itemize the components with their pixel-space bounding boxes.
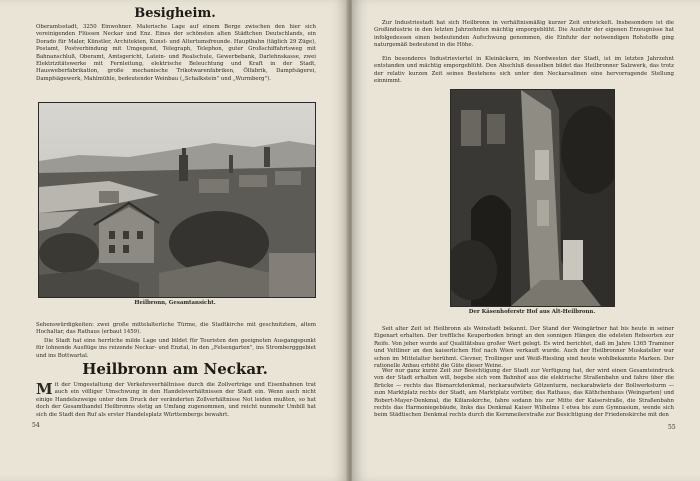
- besigheim-surroundings-text: Die Stadt hat eine herrliche milde Lage und bildet für Touristen den geeigneten Ausgangspunkt für lohnende Ausflüge ins reizende Neckar- und Enztal, in den „Felsengarten", ins Strombergggebiet und ins Bottwartal.: [36, 338, 316, 359]
- courtyard-image: [451, 90, 614, 306]
- industrial-quarter-paragraph: [374, 56, 674, 86]
- heilbronn-section-text: [36, 382, 316, 419]
- besigheim-intro: [36, 24, 316, 83]
- courtyard-caption: Der Käsenhoferstr Hof aus Alt-Heilbronn.: [468, 309, 596, 315]
- besigheim-intro-text: Oberamtsstadt, 3250 Einwohner. Malerische Lage auf einem Berge zwischen den hier sich vereinigenden Flüssen Neckar und Enz. Eines der schönsten alten Städtchen Deutschlands, ein Dorado für Maler, Künstler, Architekten, Kunst- und Altertumsfreunde. Hauptbahn (täglich 29 Züge), Postamt, Postverbindung mit Umgegend, Telegraph, Telephon, guter Großschiffahrtsweg mit Bahnanschluß, Oberamt, Amtsgericht, Latein- und Realschule, Gewerbebank, Darlehnskasse, zwei Elektrizitätswerke mit Fernleitung, elektrische Beleuchtung und Kraft in der Stadt, Hausweberfabrikation, große mechanische Trikotwarenfabriken, Ölfabrik, Dampfsägerei, Dampfsägewerk, Mahlmühle, bedeutender Weinbau („Schalkstein" und „Wurmberg").: [36, 24, 316, 82]
- left-page-number: 54: [32, 422, 40, 429]
- industrial-quarter-text: Ein besonderes Industrieviertel in Kleinäckern, im Nordwesten der Stadt, ist im letzten Jahrzehnt entstanden und mächtig emporgeblüht. Den Abschluß desselben bildet das Heilbronner Salzwerk, das trotz der relativ kurzen Zeit seines Bestehens sich unter den Neckarsalinen eine hervorragende Stellung einnimmt.: [374, 56, 674, 85]
- heilbronn-dropcap: M: [36, 380, 53, 398]
- industry-paragraph: [374, 20, 674, 50]
- wine-paragraph: [374, 326, 674, 370]
- besigheim-sights: [36, 322, 316, 337]
- visitor-paragraph-text: Wer nur ganz kurze Zeit zur Besichtigung der Stadt zur Verfügung hat, der wird einen Gesamteindruck von der Stadt erhalten will, begebe sich vom Bahnhof aus die elektrische Straßenbahn und fahre über die Brücke — rechts das Bismarckdenkmal, neckaraufwärts Götzenturm, neckarabwärts der Bollwerksturm — zum Marktplatz rechts der Stadt, am Marktplatz vorüber, das Rathaus, das Käthchenhaus (Weingarten) und Robert-Mayer-Denkmal, die Kilianskirche, fahre sodann bis zur Mitte der Kaiserstraße, die Straßenbahn rechts das Harmoniegebäude, links das Denkmal Kaiser Wilhelms I etwa bis zum Gymnasium, wende sich beim Städtischen Denkmal rechts durch die Kernmeilerstraße zur Besichtigung der Friedenskirche mit den: [374, 368, 674, 419]
- right-page: [352, 0, 700, 481]
- industry-paragraph-text: Zur Industriestadt hat sich Heilbronn in verhältnismäßig kurzer Zeit entwickelt. Insbesondere ist die Großindustrie in den letzten Jahrzehnten mächtig emporgeblüht. Die Ausfuhr der eigenen Erzeugnisse hat infolgedessen einen bedeutenden Aufschwung genommen, die Einfuhr der notwendigen Rohstoffe ging naturgemäß bedeutend in die Höhe.: [374, 20, 674, 49]
- besigheim-title: Besigheim.: [134, 6, 216, 21]
- alt-heilbronn-court-photo: [450, 89, 615, 307]
- wine-paragraph-text: Seit alter Zeit ist Heilbronn als Weinstadt bekannt. Der Stand der Weingärtner hat bis heute in seiner Eigenart erhalten. Der treffliche Keuperboden bringt an den sonnigen Hängen die edelsten Rebsorten zur Reife. Von jeher wurde auf Qualitätsbau großer Wert gelegt. Es wird berichtet, daß im Jahre 1365 Traminer und Veltliner an den kaiserlichen Hof nach Wien verkauft wurde. Auch der Heilbronner Muskateller war schon im Mittelalter berühmt. Clevner, Trollinger und Weiß-Riesling sind heute wohlbekannte Marken. Der rationelle Anbau erhöht die Güte dieser Weine.: [374, 326, 674, 370]
- left-page: [0, 0, 348, 481]
- besigheim-surroundings: [36, 338, 316, 360]
- visitor-paragraph: [374, 368, 674, 420]
- heilbronn-section-title: Heilbronn am Neckar.: [82, 360, 268, 378]
- heilbronn-panorama-image: [39, 103, 315, 297]
- heilbronn-section-body: it der Umgestaltung der Verkehrsverhältnisse durch die Zollverträge und Eisenbahnen trat auch ein völliger Umschwung in den Handelsverhältnissen der Stadt ein. Wenn auch nicht einige Handelszweige unter dem Druck der veränderten Zollverhältnisse Not leiden mußten, so hat doch der Gesamthandel Heilbronns stetig an Umfang zugenommen, und reicht nunmehr Umbill hat sich die Stadt den Ruf als erster Handelsplatz Württembergs bewahrt.: [36, 382, 316, 418]
- panorama-caption: Heilbronn, Gesamtansicht.: [134, 300, 216, 306]
- besigheim-sights-text: Sehenswürdigkeiten: zwei große mittelalterliche Türme, die Stadtkirche mit geschnitztem, altem Hochaltar, das Rathaus (erbaut 1459).: [36, 322, 316, 336]
- right-page-number: 55: [668, 424, 676, 431]
- heilbronn-panorama-photo: [38, 102, 316, 298]
